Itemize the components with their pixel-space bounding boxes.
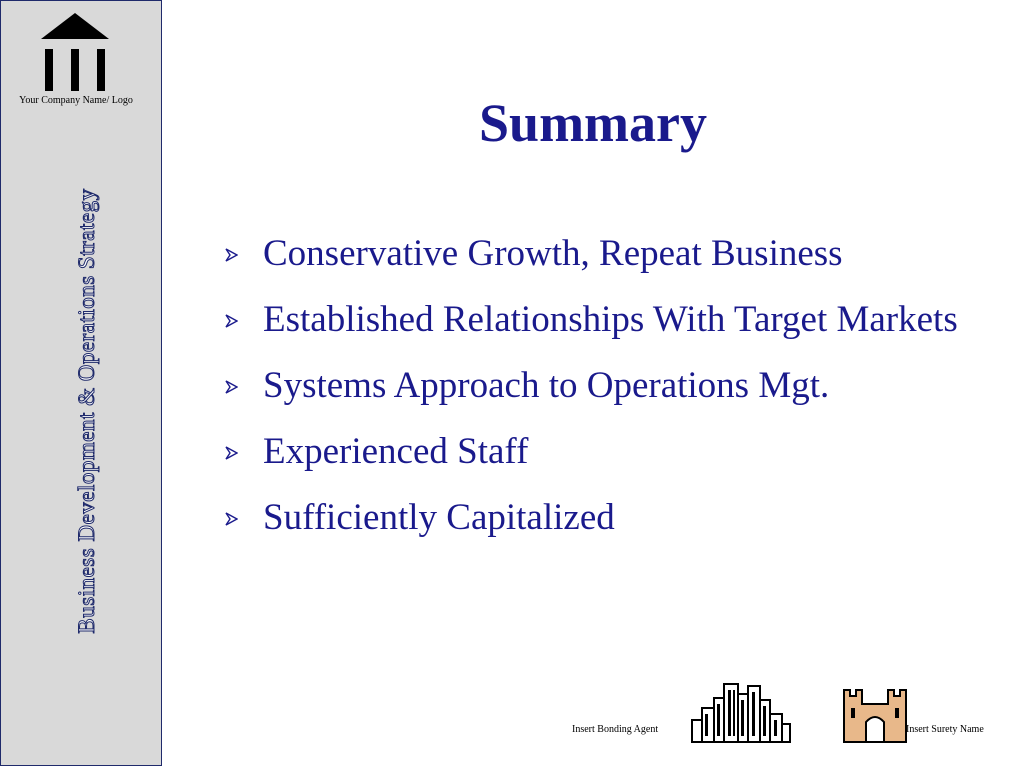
bullet-item <box>224 430 984 474</box>
arrow-bullet-icon <box>224 446 238 460</box>
surety-name-label: Insert Surety Name <box>906 724 984 735</box>
bullet-text: Established Relationships With Target Markets <box>263 299 958 340</box>
arrow-bullet-icon <box>224 248 238 262</box>
bullet-text: Sufficiently Capitalized <box>263 497 615 538</box>
slide-title: Summary <box>479 93 707 153</box>
bullet-item <box>224 298 984 342</box>
bonding-agent-label: Insert Bonding Agent <box>572 724 659 735</box>
company-name: Your Company Name/ Logo <box>19 95 133 106</box>
building-columns-icon <box>39 11 111 95</box>
arrow-bullet-icon <box>224 512 238 526</box>
bullet-list <box>224 232 984 562</box>
castle-icon <box>842 682 908 744</box>
bullet-item <box>224 364 984 408</box>
sidebar <box>0 0 162 766</box>
arrow-bullet-icon <box>224 314 238 328</box>
bullet-text: Systems Approach to Operations Mgt. <box>263 365 830 406</box>
bullet-text: Conservative Growth, Repeat Business <box>263 233 843 274</box>
bullet-text: Experienced Staff <box>263 431 529 472</box>
vertical-presentation-title: Business Development & Operations Strategy <box>74 188 99 634</box>
city-skyline-icon <box>688 680 794 744</box>
bullet-item <box>224 232 984 276</box>
arrow-bullet-icon <box>224 380 238 394</box>
bullet-item <box>224 496 984 540</box>
